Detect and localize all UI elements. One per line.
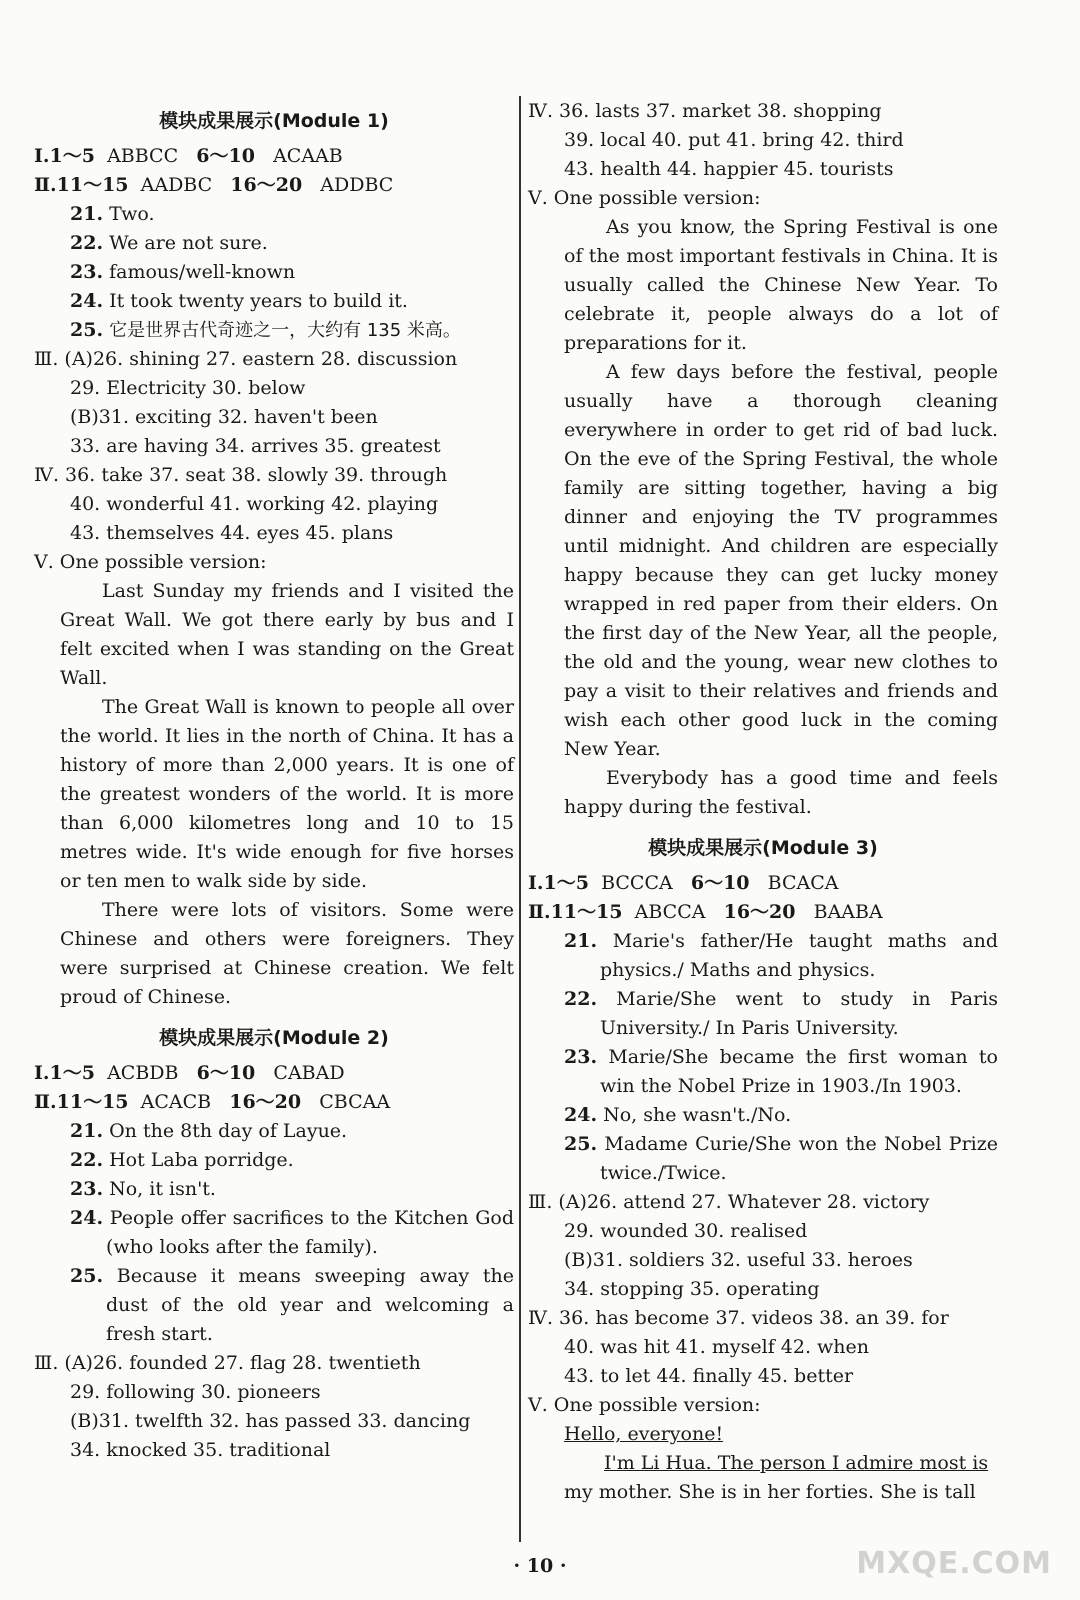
module2-part3-line4: 34. knocked 35. traditional: [70, 1439, 331, 1461]
module3-heading: 模块成果展示(Module 3): [648, 837, 878, 859]
list-item: 21. Two.: [70, 203, 155, 225]
column-divider: [519, 96, 521, 1542]
module1-part5-label: Ⅴ. One possible version:: [34, 551, 267, 573]
module3-part1: Ⅰ.1～5 BCCCA 6～10 BCACA: [528, 872, 839, 894]
module3-part5-label: Ⅴ. One possible version:: [528, 1394, 761, 1416]
module2-essay-p1: As you know, the Spring Festival is one of the most important festivals in China. It is usually called the Chinese New Year. To celebrate it, people always do a lot of preparations for it.: [564, 216, 998, 354]
module1-part4-line3: 43. themselves 44. eyes 45. plans: [70, 522, 394, 544]
right-column: [528, 97, 998, 1507]
list-item: 24. It took twenty years to build it.: [70, 290, 408, 312]
module3-part2: Ⅱ.11～15 ABCCA 16～20 BAABA: [528, 901, 883, 923]
module2-heading: 模块成果展示(Module 2): [159, 1027, 389, 1049]
module1-part3-line4: 33. are having 34. arrives 35. greatest: [70, 435, 441, 457]
module1-heading: 模块成果展示(Module 1): [159, 110, 389, 132]
module3-part4-line3: 43. to let 44. finally 45. better: [564, 1365, 854, 1387]
module2-part4-line3: 43. health 44. happier 45. tourists: [564, 158, 894, 180]
module3-essay-greeting: Hello, everyone!: [564, 1423, 724, 1445]
module2-essay-p2: A few days before the festival, people usually have a thorough cleaning everywhere in order to get rid of bad luck. On the eve of the Spring Festival, the whole family are sitting together, having a big dinner and enjoying the TV programmes until midnight. And children are especially happy because they can get lucky money wrapped in red paper from their elders. On the first day of the New Year, all the people, the old and the young, wear new clothes to pay a visit to their relatives and friends and wish each other good luck in the coming New Year.: [564, 361, 998, 760]
list-item: 25. 它是世界古代奇迹之一，大约有 135 米高。: [70, 319, 461, 341]
module1-part3-line2: 29. Electricity 30. below: [70, 377, 306, 399]
list-item: 23. No, it isn't.: [70, 1178, 216, 1200]
module3-part3-line2: 29. wounded 30. realised: [564, 1220, 808, 1242]
module2-part3-line2: 29. following 30. pioneers: [70, 1381, 321, 1403]
module2-part4-line1: Ⅳ. 36. lasts 37. market 38. shopping: [528, 100, 882, 122]
list-item: 24. People offer sacrifices to the Kitchen God (who looks after the family).: [70, 1207, 514, 1258]
module1-part2: Ⅱ.11～15 AADBC 16～20 ADDBC: [34, 174, 394, 196]
module2-part4-line2: 39. local 40. put 41. bring 42. third: [564, 129, 904, 151]
module3-part3-line1: Ⅲ. (A)26. attend 27. Whatever 28. victory: [528, 1191, 930, 1213]
watermark-text: MXQE.COM: [856, 1546, 1052, 1581]
module1-essay-p3: There were lots of visitors. Some were Chinese and others were foreigners. They were surprised at Chinese creation. We felt proud of Chinese.: [60, 899, 514, 1008]
watermark-logo: [856, 1518, 1052, 1581]
module2-essay-p3: Everybody has a good time and feels happy during the festival.: [564, 767, 998, 818]
list-item: 22. Hot Laba porridge.: [70, 1149, 294, 1171]
module1-part1: Ⅰ.1～5 ABBCC 6～10 ACAAB: [34, 145, 343, 167]
module3-part3-line3: (B)31. soldiers 32. useful 33. heroes: [564, 1249, 913, 1271]
module2-part5-label: Ⅴ. One possible version:: [528, 187, 761, 209]
module3-part3-line4: 34. stopping 35. operating: [564, 1278, 820, 1300]
module2-part2: Ⅱ.11～15 ACACB 16～20 CBCAA: [34, 1091, 391, 1113]
list-item: 22. Marie/She went to study in Paris University./ In Paris University.: [564, 988, 998, 1039]
module2-part3-line3: (B)31. twelfth 32. has passed 33. dancing: [70, 1410, 471, 1432]
list-item: 23. Marie/She became the first woman to win the Nobel Prize in 1903./In 1903.: [564, 1046, 998, 1097]
list-item: 24. No, she wasn't./No.: [564, 1104, 792, 1126]
list-item: 23. famous/well-known: [70, 261, 296, 283]
list-item: 22. We are not sure.: [70, 232, 268, 254]
module1-part3-line3: (B)31. exciting 32. haven't been: [70, 406, 378, 428]
module1-essay-p1: Last Sunday my friends and I visited the Great Wall. We got there early by bus and I felt excited when I was standing on the Great Wall.: [60, 580, 514, 689]
module1-part4-line1: Ⅳ. 36. take 37. seat 38. slowly 39. through: [34, 464, 448, 486]
module2-part3-line1: Ⅲ. (A)26. founded 27. flag 28. twentieth: [34, 1352, 421, 1374]
list-item: 25. Because it means sweeping away the dust of the old year and welcoming a fresh start.: [70, 1265, 514, 1345]
module3-part4-line1: Ⅳ. 36. has become 37. videos 38. an 39. for: [528, 1307, 949, 1329]
module3-part4-line2: 40. was hit 41. myself 42. when: [564, 1336, 870, 1358]
left-column: [34, 97, 514, 1465]
module2-part1: Ⅰ.1～5 ACBDB 6～10 CABAD: [34, 1062, 345, 1084]
module3-essay-line2: my mother. She is in her forties. She is tall: [564, 1481, 976, 1503]
list-item: 25. Madame Curie/She won the Nobel Prize twice./Twice.: [564, 1133, 999, 1184]
module1-essay-p2: The Great Wall is known to people all over the world. It lies in the north of China. It has a history of more than 2,000 years. It is one of the greatest wonders of the world. It is more than 6,000 kilometres long and 10 to 15 metres wide. It's wide enough for five horses or ten men to walk side by side.: [60, 696, 514, 892]
module3-essay-line1: I'm Li Hua. The person I admire most is: [604, 1452, 989, 1474]
list-item: 21. Marie's father/He taught maths and physics./ Maths and physics.: [564, 930, 998, 981]
module1-part4-line2: 40. wonderful 41. working 42. playing: [70, 493, 439, 515]
page-number: · 10 ·: [513, 1555, 567, 1577]
list-item: 21. On the 8th day of Layue.: [70, 1120, 348, 1142]
module1-part3-line1: Ⅲ. (A)26. shining 27. eastern 28. discussion: [34, 348, 458, 370]
